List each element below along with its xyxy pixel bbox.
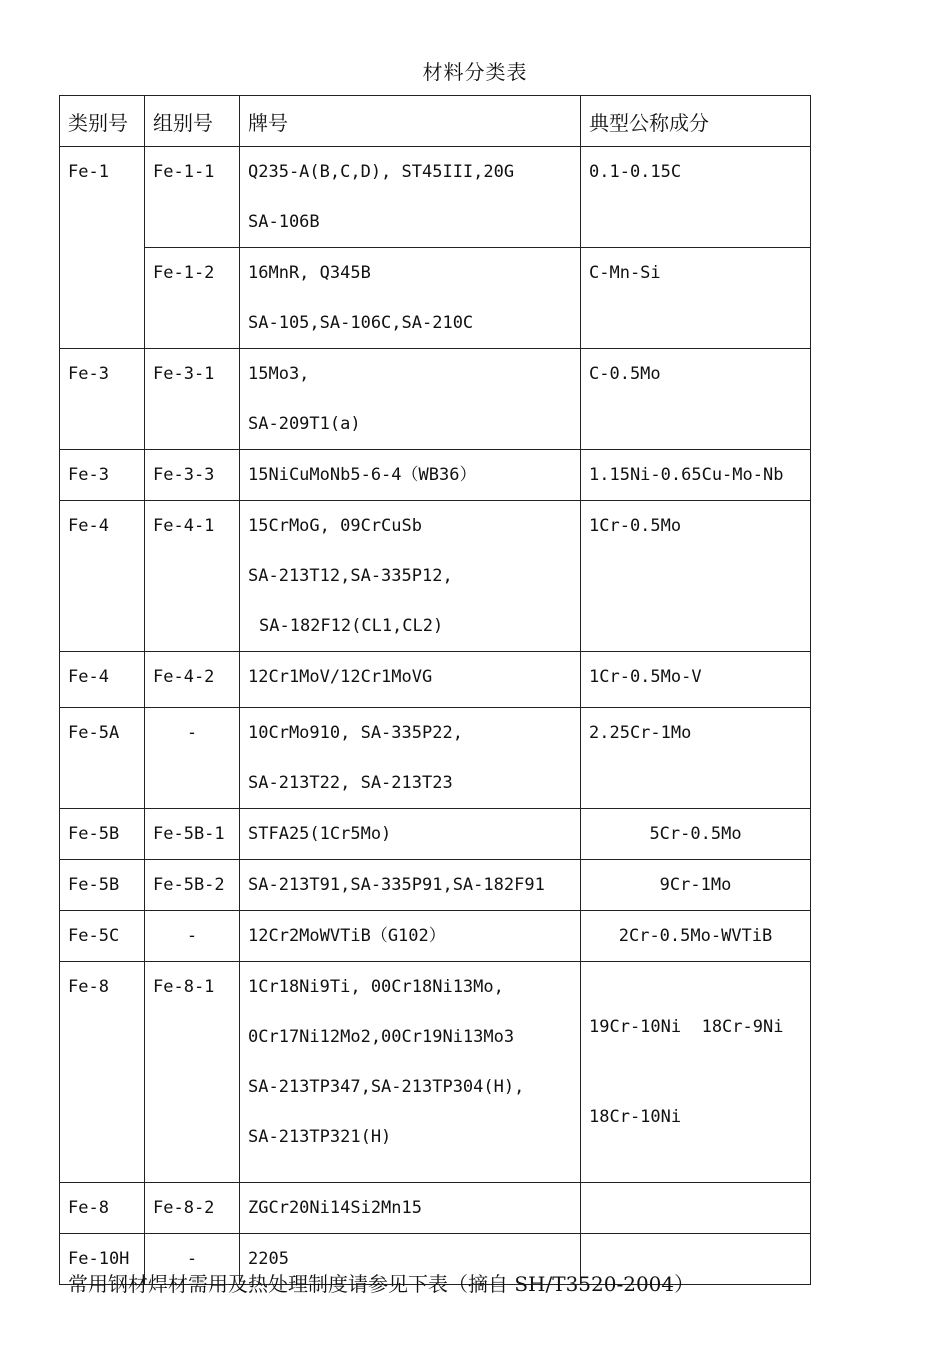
- group-cell: Fe-5B-1: [145, 809, 240, 860]
- table-row: [60, 248, 811, 349]
- table-header-row: [60, 96, 811, 147]
- group-cell: Fe-8-2: [145, 1183, 240, 1234]
- composition-cell: 19Cr-10Ni 18Cr-9Ni 18Cr-10Ni: [581, 962, 811, 1183]
- group-cell: Fe-1-2: [145, 248, 240, 349]
- class-cell: Fe-8: [60, 1183, 145, 1234]
- group-cell: -: [145, 1234, 240, 1285]
- grade-cell: 1Cr18Ni9Ti, 00Cr18Ni13Mo, 0Cr17Ni12Mo2,00Cr19Ni13Mo3 SA-213TP347,SA-213TP304(H), SA-213TP321(H): [240, 962, 581, 1183]
- composition-cell: 2.25Cr-1Mo: [581, 708, 811, 809]
- class-cell: Fe-5B: [60, 860, 145, 911]
- table-row: [60, 911, 811, 962]
- composition-cell: 1.15Ni-0.65Cu-Mo-Nb: [581, 450, 811, 501]
- table-row: [60, 349, 811, 450]
- table-row: [60, 962, 811, 1183]
- class-cell: Fe-10H: [60, 1234, 145, 1285]
- materials-table: [59, 95, 811, 1285]
- table-row: [60, 501, 811, 652]
- grade-cell: 16MnR, Q345B SA-105,SA-106C,SA-210C: [240, 248, 581, 349]
- group-cell: Fe-8-1: [145, 962, 240, 1183]
- group-cell: -: [145, 911, 240, 962]
- composition-cell: C-Mn-Si: [581, 248, 811, 349]
- composition-cell: 2Cr-0.5Mo-WVTiB: [581, 911, 811, 962]
- grade-cell: Q235-A(B,C,D), ST45III,20G SA-106B: [240, 147, 581, 248]
- table-row: [60, 809, 811, 860]
- class-cell: Fe-3: [60, 349, 145, 450]
- header-composition: 典型公称成分: [581, 96, 811, 147]
- class-cell: Fe-4: [60, 501, 145, 652]
- grade-cell: ZGCr20Ni14Si2Mn15: [240, 1183, 581, 1234]
- class-cell: Fe-8: [60, 962, 145, 1183]
- footnote: 常用钢材焊材需用及热处理制度请参见下表（摘自 SH/T3520-2004）: [68, 1272, 695, 1296]
- composition-cell: 1Cr-0.5Mo-V: [581, 652, 811, 708]
- group-cell: Fe-5B-2: [145, 860, 240, 911]
- composition-cell: [581, 1183, 811, 1234]
- table-row: [60, 147, 811, 248]
- group-cell: Fe-4-1: [145, 501, 240, 652]
- grade-cell: STFA25(1Cr5Mo): [240, 809, 581, 860]
- grade-cell: 12Cr1MoV/12Cr1MoVG: [240, 652, 581, 708]
- composition-cell: 9Cr-1Mo: [581, 860, 811, 911]
- grade-cell: 15CrMoG, 09CrCuSb SA-213T12,SA-335P12, SA-182F12(CL1,CL2): [240, 501, 581, 652]
- composition-cell: 1Cr-0.5Mo: [581, 501, 811, 652]
- grade-cell: 12Cr2MoWVTiB（G102）: [240, 911, 581, 962]
- header-class: 类别号: [60, 96, 145, 147]
- table-row: [60, 860, 811, 911]
- grade-cell: SA-213T91,SA-335P91,SA-182F91: [240, 860, 581, 911]
- class-cell: Fe-4: [60, 652, 145, 708]
- header-group: 组别号: [145, 96, 240, 147]
- table-row: [60, 1183, 811, 1234]
- group-cell: Fe-4-2: [145, 652, 240, 708]
- table-row: [60, 652, 811, 708]
- class-cell: Fe-3: [60, 450, 145, 501]
- composition-cell: C-0.5Mo: [581, 349, 811, 450]
- composition-cell: 0.1-0.15C: [581, 147, 811, 248]
- table-row: [60, 450, 811, 501]
- group-cell: Fe-3-3: [145, 450, 240, 501]
- group-cell: Fe-3-1: [145, 349, 240, 450]
- class-cell: Fe-5B: [60, 809, 145, 860]
- header-grade: 牌号: [240, 96, 581, 147]
- page-title: 材料分类表: [422, 60, 528, 84]
- class-cell: Fe-1: [60, 147, 145, 349]
- grade-cell: 2205: [240, 1234, 581, 1285]
- grade-cell: 10CrMo910, SA-335P22, SA-213T22, SA-213T23: [240, 708, 581, 809]
- class-cell: Fe-5A: [60, 708, 145, 809]
- composition-cell: 5Cr-0.5Mo: [581, 809, 811, 860]
- table-row: [60, 708, 811, 809]
- class-cell: Fe-5C: [60, 911, 145, 962]
- grade-cell: 15Mo3, SA-209T1(a): [240, 349, 581, 450]
- group-cell: Fe-1-1: [145, 147, 240, 248]
- grade-cell: 15NiCuMoNb5-6-4（WB36）: [240, 450, 581, 501]
- group-cell: -: [145, 708, 240, 809]
